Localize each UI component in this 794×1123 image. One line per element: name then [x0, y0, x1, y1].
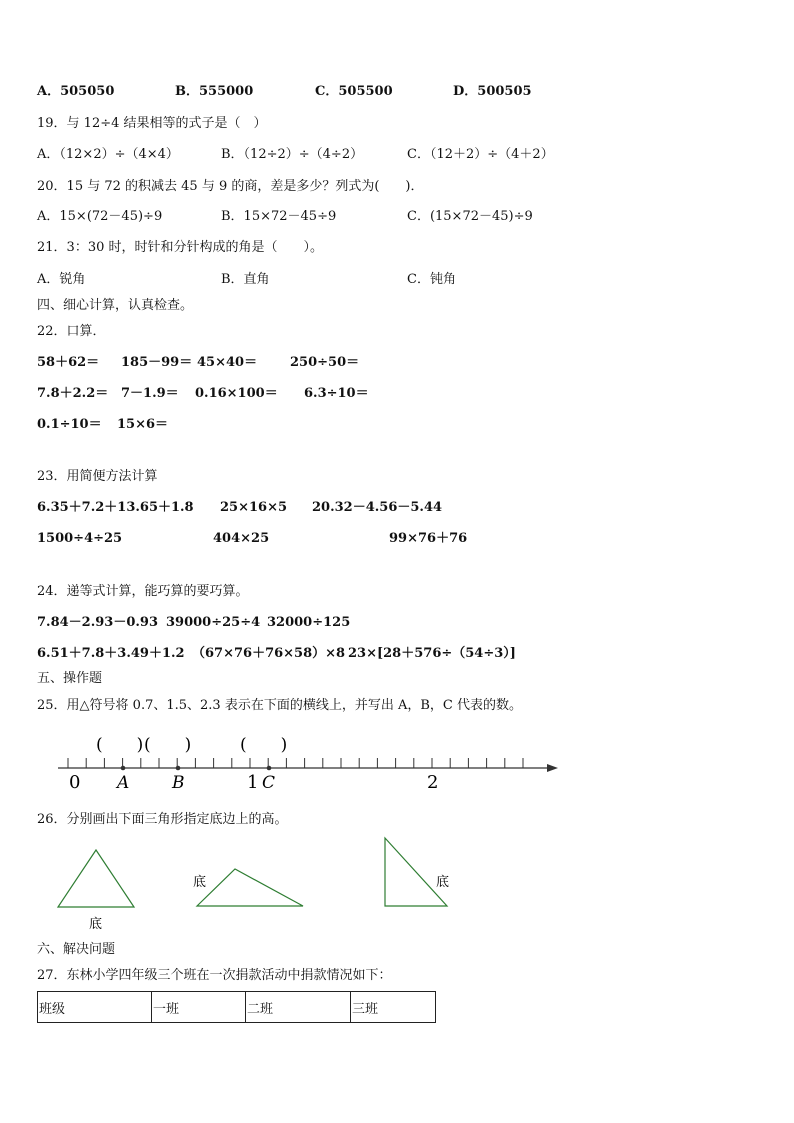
answer-blank-c: ( ): [240, 735, 288, 755]
table-header-cell: 二班: [246, 992, 351, 1023]
q24-stem: 24．递等式计算，能巧算的要巧算。: [37, 584, 249, 599]
tick-label-2: 2: [427, 772, 439, 793]
q19-option-a: A．（12×2）÷（4×4）: [37, 147, 179, 162]
number-line-figure: [50, 730, 565, 796]
q20-stem: 20．15 与 72 的积减去 45 与 9 的商，差是多少？列式为( )．: [37, 179, 424, 194]
q24-item: 32000÷125: [267, 615, 351, 630]
q22-item: 45×40＝: [197, 355, 258, 370]
q26-stem: 26．分别画出下面三角形指定底边上的高。: [37, 812, 288, 827]
q24-item: 6.51＋7.8＋3.49＋1.2: [37, 646, 185, 661]
q22-item: 0.16×100＝: [195, 386, 278, 401]
table-header-cell: 一班: [152, 992, 246, 1023]
triangle-2: [197, 869, 303, 906]
q22-stem: 22．口算．: [37, 324, 106, 339]
q22-item: 185－99＝: [121, 355, 193, 370]
section-6-heading: 六、解决问题: [37, 942, 116, 957]
q23-item: 25×16×5: [220, 500, 288, 515]
table-row: [38, 992, 436, 1023]
q22-item: 6.3÷10＝: [304, 386, 369, 401]
triangle-3-base-label: 底: [436, 875, 450, 890]
point-a-dot: [121, 766, 126, 771]
table-header-cell: 三班: [351, 992, 436, 1023]
q19-stem: 19．与 12÷4 结果相等的式子是（ ）: [37, 116, 267, 131]
q21-stem: 21．3：30 时，时针和分针构成的角是（ ）。: [37, 240, 323, 255]
q20-option-c: C．(15×72－45)÷9: [407, 209, 533, 224]
q20-option-a: A．15×(72－45)÷9: [37, 209, 163, 224]
q23-item: 6.35＋7.2＋13.65＋1.8: [37, 500, 194, 515]
triangle-1-base-label: 底: [89, 917, 103, 932]
section-5-heading: 五、操作题: [37, 671, 103, 686]
q21-option-c: C．钝角: [407, 272, 456, 287]
q23-item: 99×76＋76: [389, 531, 468, 546]
triangle-3: [385, 838, 450, 906]
answer-blank-a: ( ): [96, 735, 144, 755]
number-line-ticks: [68, 758, 523, 768]
q21-option-a: A．锐角: [37, 272, 86, 287]
q23-item: 1500÷4÷25: [37, 531, 123, 546]
q18-option-c: C．505500: [315, 84, 393, 99]
q24-item: （67×76＋76×58）×8: [192, 646, 346, 661]
point-c-dot: [267, 766, 272, 771]
q22-item: 250÷50＝: [290, 355, 360, 370]
q24-item: 7.84－2.93－0.93: [37, 615, 158, 630]
section-4-heading: 四、细心计算，认真检查。: [37, 298, 194, 313]
q27-stem: 27．东林小学四年级三个班在一次捐款活动中捐款情况如下：: [37, 968, 392, 983]
q23-item: 404×25: [213, 531, 270, 546]
q22-item: 7－1.9＝: [121, 386, 179, 401]
donation-table: [37, 991, 436, 1023]
point-a-label: A: [117, 773, 130, 793]
q19-option-b: B．（12÷2）÷（4÷2）: [221, 147, 364, 162]
q23-item: 20.32－4.56－5.44: [312, 500, 443, 515]
q18-option-a: A．505050: [37, 84, 115, 99]
triangle-2-base-label: 底: [193, 875, 207, 890]
point-c-label: C: [262, 773, 276, 793]
q24-item: 23×[28＋576÷（54÷3）]: [348, 646, 516, 661]
q22-item: 7.8＋2.2＝: [37, 386, 109, 401]
q22-item: 58＋62＝: [37, 355, 100, 370]
q21-option-b: B．直角: [221, 272, 270, 287]
q18-option-b: B．555000: [175, 84, 254, 99]
q25-stem: 25．用△符号将 0.7、1.5、2.3 表示在下面的横线上，并写出 A，B，C 代表的数。: [37, 698, 522, 713]
q18-option-d: D．500505: [453, 84, 532, 99]
tick-label-0: 0: [69, 772, 81, 793]
tick-label-1: 1: [247, 772, 259, 793]
table-header-cell: 班级: [38, 992, 152, 1023]
point-b-dot: [176, 766, 181, 771]
q20-option-b: B．15×72－45÷9: [221, 209, 337, 224]
triangles-figure: [40, 835, 480, 935]
q23-stem: 23．用简便方法计算: [37, 469, 158, 484]
q24-item: 39000÷25÷4: [166, 615, 261, 630]
triangle-1: [58, 850, 134, 907]
q19-option-c: C．（12＋2）÷（4＋2）: [407, 147, 554, 162]
answer-blank-b: ( ): [144, 735, 192, 755]
point-b-label: B: [172, 773, 185, 793]
q22-item: 15×6＝: [117, 417, 169, 432]
q22-item: 0.1÷10＝: [37, 417, 102, 432]
number-line-arrow: [547, 764, 558, 772]
